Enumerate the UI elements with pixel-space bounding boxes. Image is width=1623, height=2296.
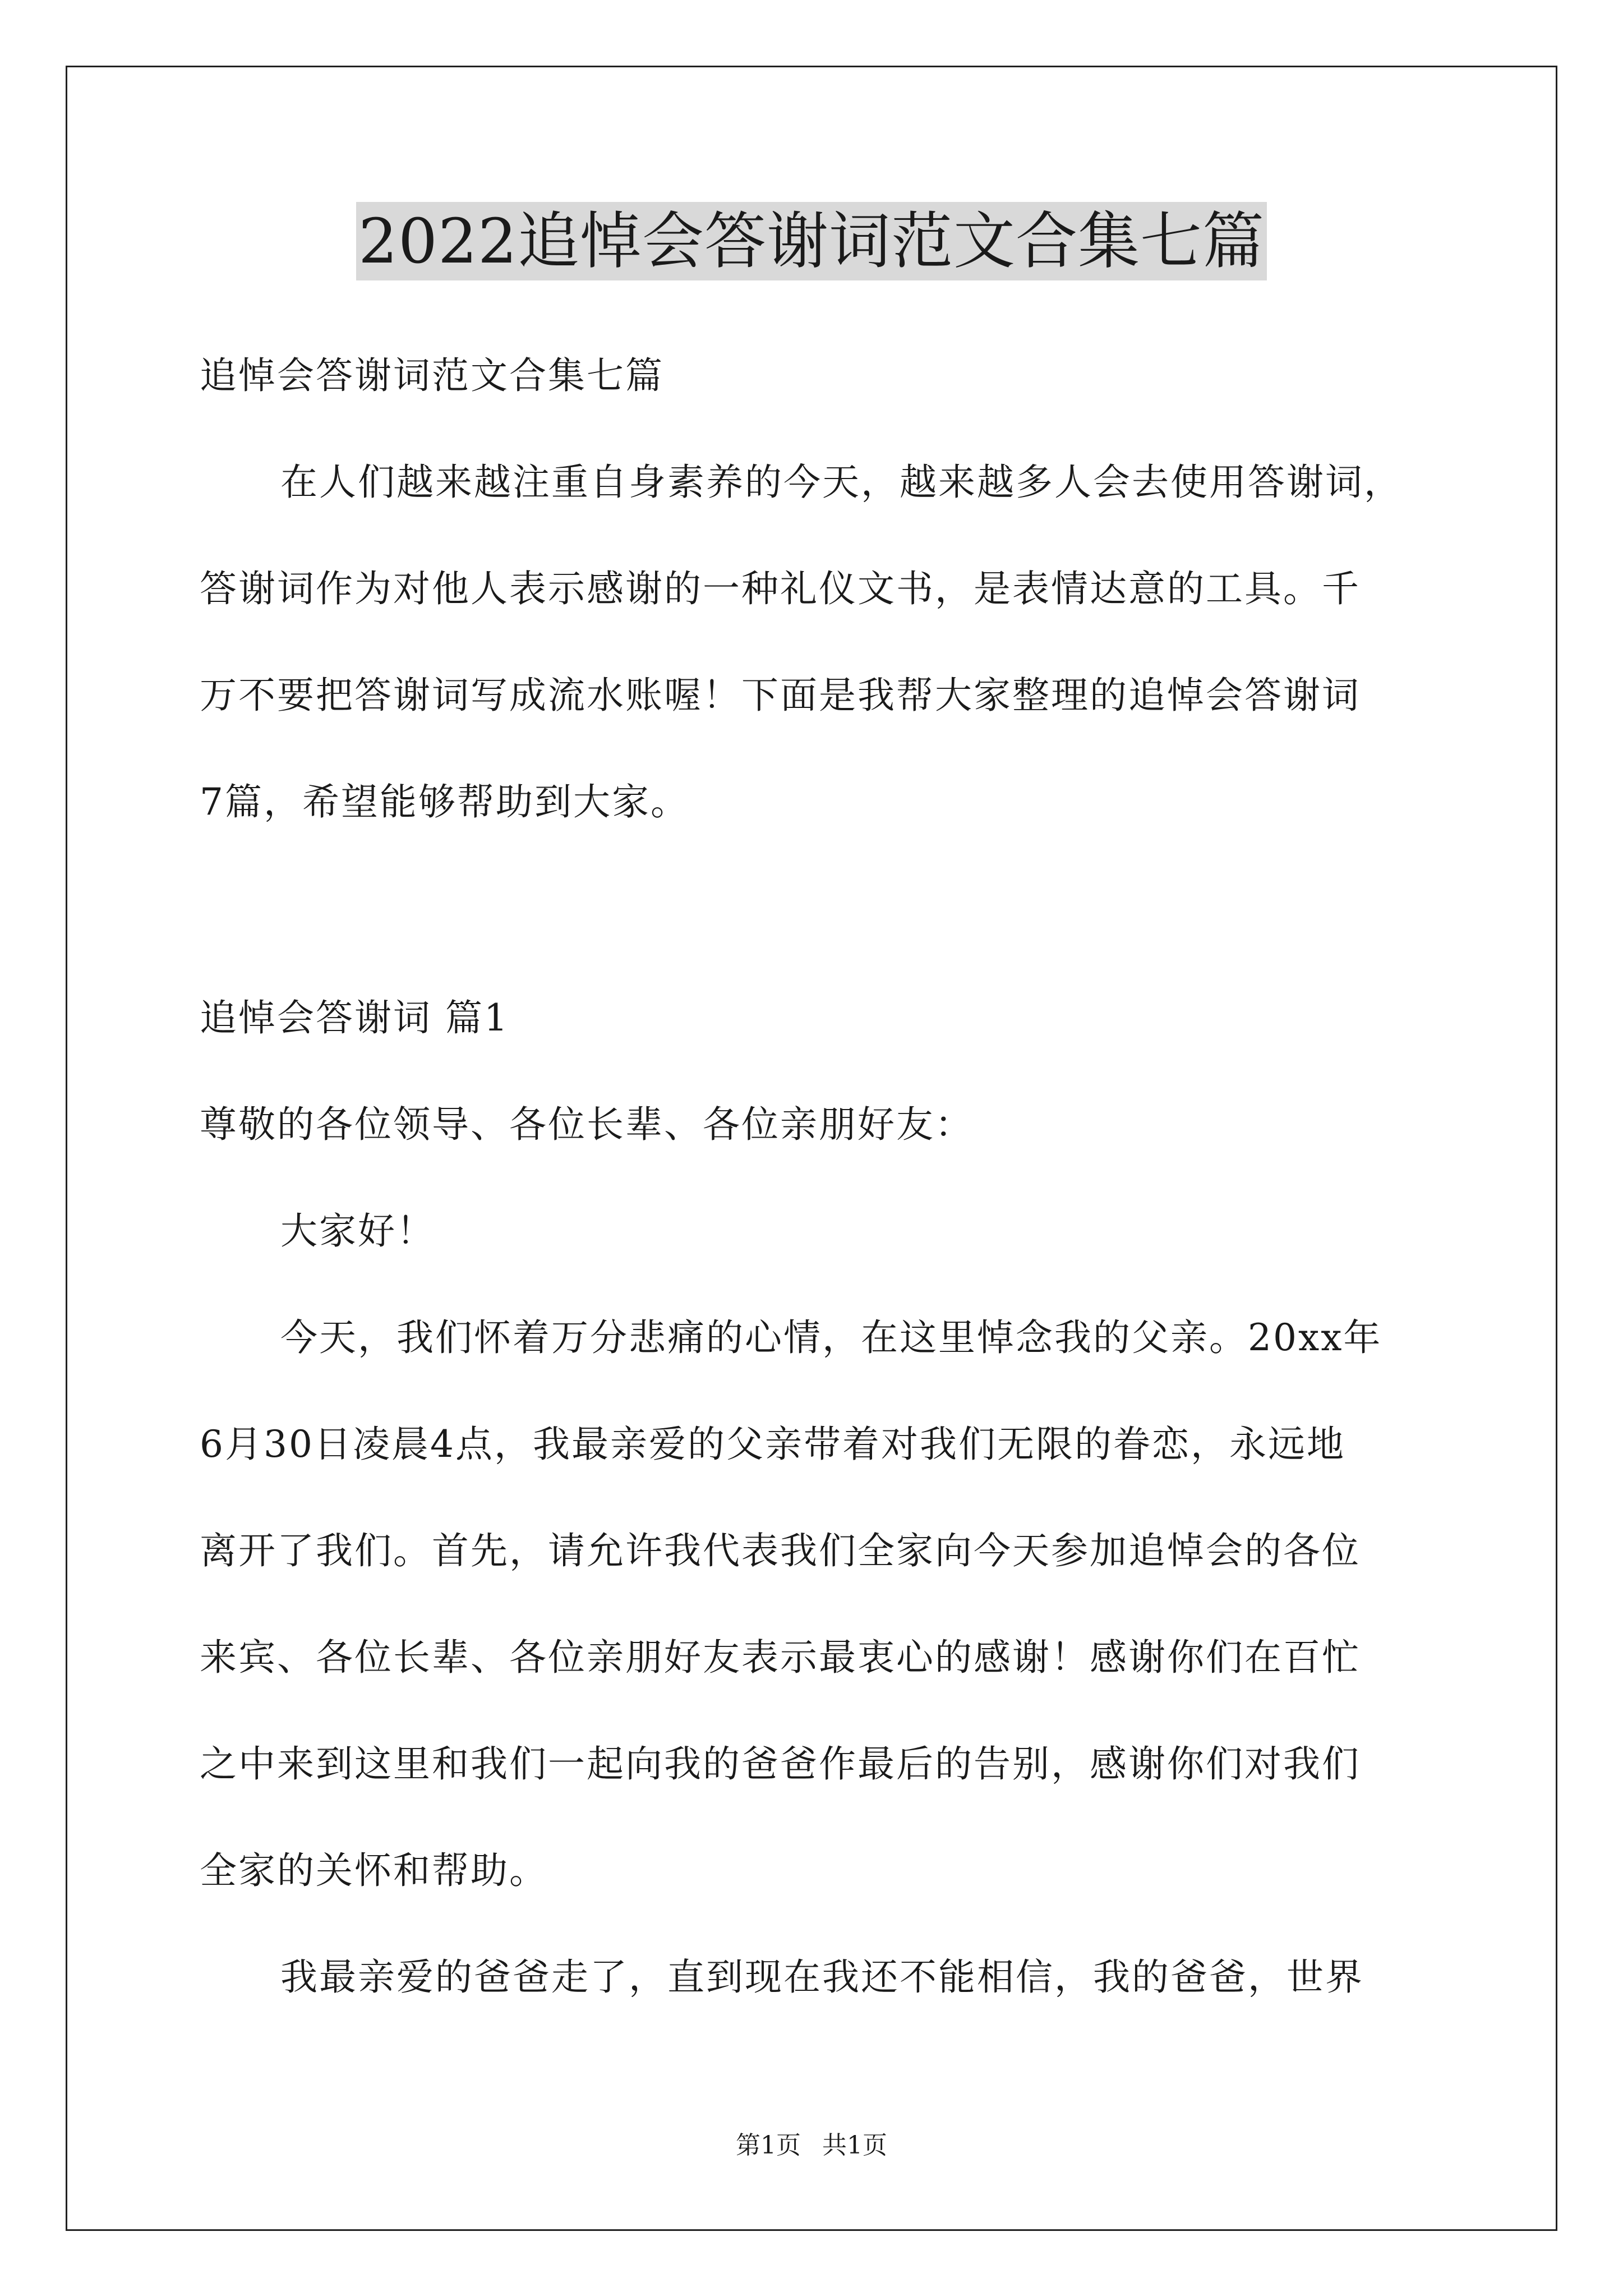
paragraph-line: 我最亲爱的爸爸走了，直到现在我还不能相信，我的爸爸，世界 — [280, 1955, 1364, 1999]
title-container — [0, 202, 1623, 280]
page-footer — [0, 2129, 1623, 2162]
page-total: 共1页 — [822, 2131, 887, 2160]
page-number: 第1页 — [736, 2131, 801, 2160]
paragraph-line: 今天，我们怀着万分悲痛的心情，在这里悼念我的父亲。20xx年 — [280, 1316, 1382, 1359]
paragraph-line: 答谢词作为对他人表示感谢的一种礼仪文书，是表情达意的工具。千 — [200, 567, 1361, 610]
salutation-line: 尊敬的各位领导、各位长辈、各位亲朋好友： — [200, 1103, 974, 1146]
paragraph-line: 7篇，希望能够帮助到大家。 — [200, 780, 689, 823]
subtitle-line: 追悼会答谢词范文合集七篇 — [200, 354, 664, 397]
section-heading: 追悼会答谢词 篇1 — [200, 996, 509, 1039]
document-title: 2022追悼会答谢词范文合集七篇 — [356, 202, 1267, 280]
paragraph-line: 之中来到这里和我们一起向我的爸爸作最后的告别，感谢你们对我们 — [200, 1742, 1361, 1786]
paragraph-line: 6月30日凌晨4点，我最亲爱的父亲带着对我们无限的眷恋，永远地 — [200, 1423, 1345, 1466]
paragraph-line: 在人们越来越注重自身素养的今天，越来越多人会去使用答谢词， — [280, 461, 1403, 504]
paragraph-line: 全家的关怀和帮助。 — [200, 1849, 548, 1892]
paragraph-line: 来宾、各位长辈、各位亲朋好友表示最衷心的感谢！感谢你们在百忙 — [200, 1636, 1361, 1679]
paragraph-line: 万不要把答谢词写成流水账喔！下面是我帮大家整理的追悼会答谢词 — [200, 674, 1361, 717]
greeting-line: 大家好！ — [280, 1209, 435, 1253]
paragraph-line: 离开了我们。首先，请允许我代表我们全家向今天参加追悼会的各位 — [200, 1529, 1361, 1572]
